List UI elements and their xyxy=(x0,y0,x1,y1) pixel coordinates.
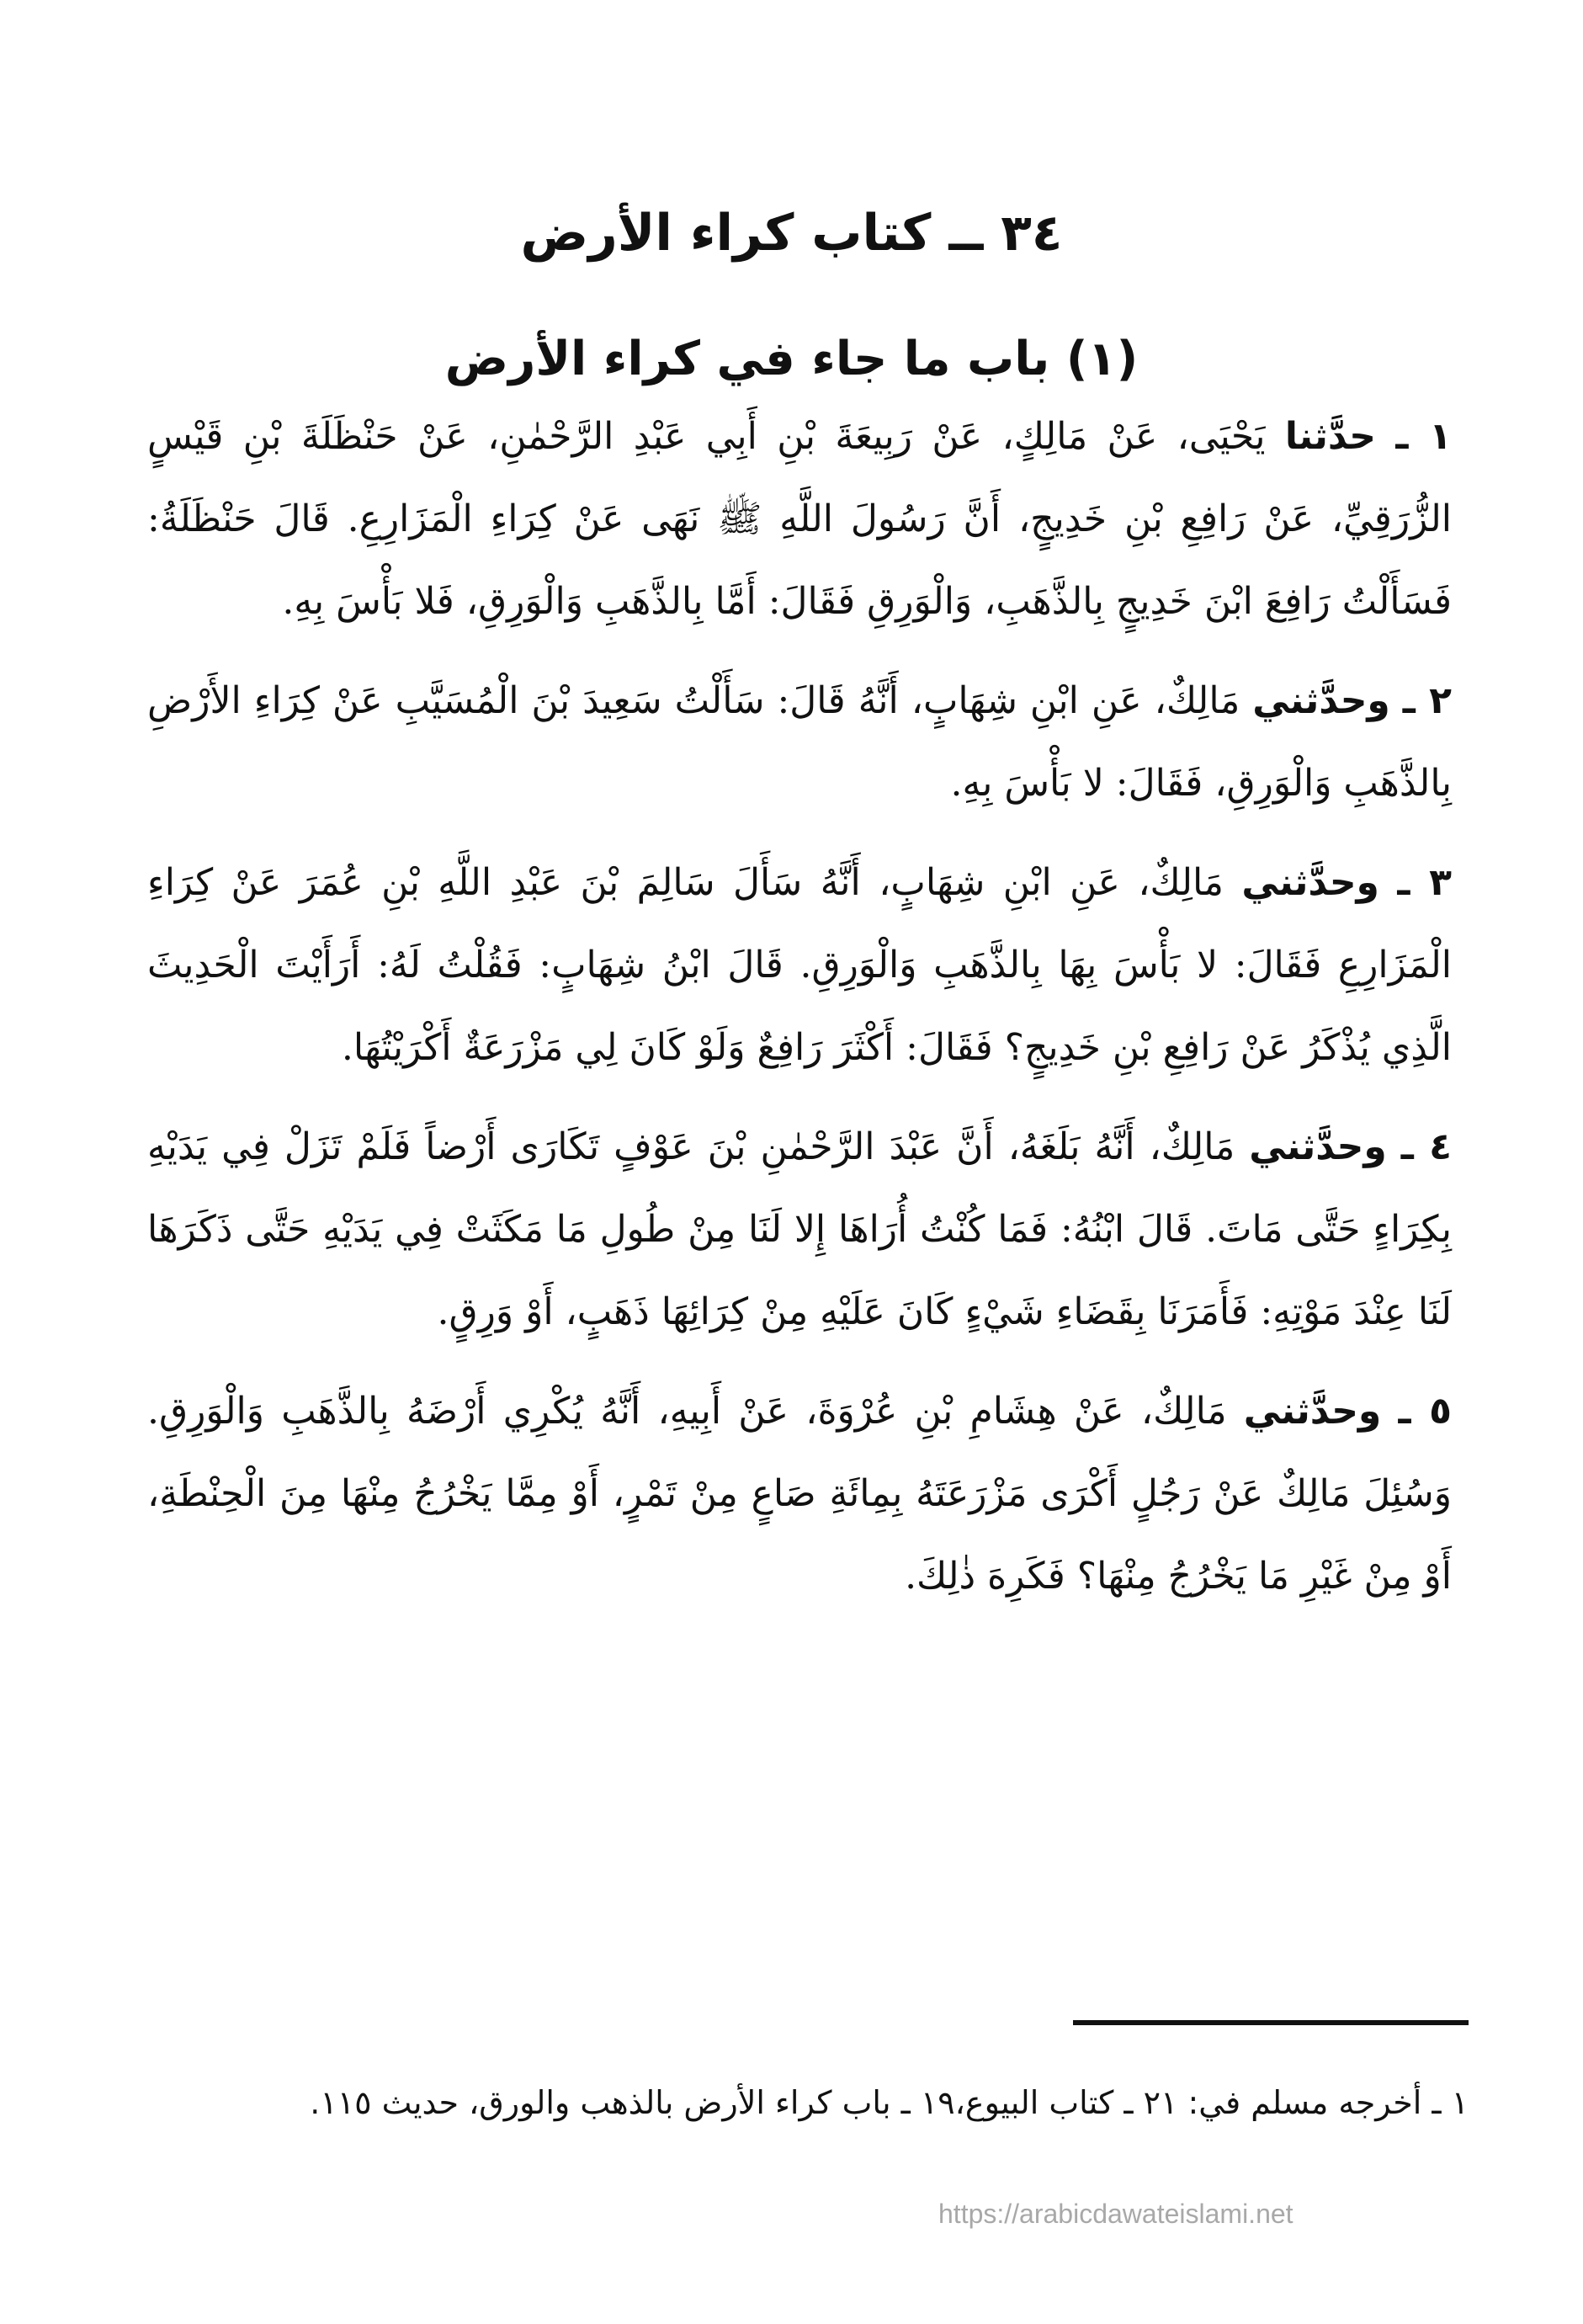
hadith-text: يَحْيَى، عَنْ مَالِكٍ، عَنْ رَبِيعَةَ بْنِ أَبِي عَبْدِ الرَّحْمٰنِ، عَنْ حَنْظَلَةَ بْنِ قَيْسٍ الزُّرَقِيِّ، عَنْ رَافِعِ بْنِ خَدِيجٍ، أَنَّ رَسُولَ اللَّهِ ﷺ نَهَى عَنْ كِرَاءِ الْمَزَارِعِ. قَالَ حَنْظَلَةُ: فَسَأَلْتُ رَافِعَ ابْنَ خَدِيجٍ بِالذَّهَبِ، وَالْوَرِقِ فَقَالَ: أَمَّا بِالذَّهَبِ وَالْوَرِقِ، فَلا بَأْسَ بِهِ. xyxy=(147,415,1452,623)
hadith-number: ٤ ـ xyxy=(1400,1125,1452,1168)
hadith-text: مَالِكٌ، عَنِ ابْنِ شِهَابٍ، أَنَّهُ سَأَلَ سَالِمَ بْنَ عَبْدِ اللَّهِ بْنِ عُمَرَ عَنْ كِرَاءِ الْمَزَارِعِ فَقَالَ: لا بَأْسَ بِهَا بِالذَّهَبِ وَالْوَرِقِ. قَالَ ابْنُ شِهَابٍ: فَقُلْتُ لَهُ: أَرَأَيْتَ الْحَدِيثَ الَّذِي يُذْكَرُ عَنْ رَافِعِ بْنِ خَدِيجٍ؟ فَقَالَ: أَكْثَرَ رَافِعٌ وَلَوْ كَانَ لِي مَزْرَعَةٌ أَكْرَيْتُهَا. xyxy=(147,861,1452,1069)
hadith-5 xyxy=(147,1370,1452,1618)
hadith-list xyxy=(147,396,1452,1635)
hadith-number: ٣ ـ xyxy=(1397,861,1452,904)
hadith-text: مَالِكٌ، أَنَّهُ بَلَغَهُ، أَنَّ عَبْدَ الرَّحْمٰنِ بْنَ عَوْفٍ تَكَارَى أَرْضاً فَلَمْ تَزَلْ فِي يَدَيْهِ بِكِرَاءٍ حَتَّى مَاتَ. قَالَ ابْنُهُ: فَمَا كُنْتُ أُرَاهَا إِلا لَنَا مِنْ طُولِ مَا مَكَثَتْ فِي يَدَيْهِ حَتَّى ذَكَرَهَا لَنَا عِنْدَ مَوْتِهِ: فَأَمَرَنَا بِقَضَاءِ شَيْءٍ كَانَ عَلَيْهِ مِنْ كِرَائِهَا ذَهَبٍ، أَوْ وَرِقٍ. xyxy=(147,1125,1452,1333)
hadith-3 xyxy=(147,842,1452,1089)
hadith-2 xyxy=(147,660,1452,825)
book-title: ٣٤ ــ كتاب كراء الأرض xyxy=(520,204,1063,263)
footnote-divider xyxy=(1073,2020,1469,2025)
hadith-4 xyxy=(147,1106,1452,1353)
hadith-text: مَالِكٌ، عَنْ هِشَامِ بْنِ عُرْوَةَ، عَنْ أَبِيهِ، أَنَّهُ يُكْرِي أَرْضَهُ بِالذَّهَبِ وَالْوَرِقِ. وَسُئِلَ مَالِكٌ عَنْ رَجُلٍ أَكْرَى مَزْرَعَتَهُ بِمِائَةِ صَاعٍ مِنْ تَمْرٍ، أَوْ مِمَّا يَخْرُجُ مِنْهَا مِنَ الْحِنْطَةِ، أَوْ مِنْ غَيْرِ مَا يَخْرُجُ مِنْهَا؟ فَكَرِهَ ذٰلِكَ. xyxy=(147,1390,1452,1598)
footnote: ١ ـ أخرجه مسلم في: ٢١ ـ كتاب البيوع،١٩ ـ باب كراء الأرض بالذهب والورق، حديث ١١٥. xyxy=(310,2084,1469,2121)
hadith-opener: وحدَّثني xyxy=(1249,1125,1387,1168)
hadith-opener: وحدَّثني xyxy=(1252,679,1390,722)
hadith-number: ٢ ـ xyxy=(1402,679,1452,722)
hadith-opener: حدَّثنا xyxy=(1284,415,1376,458)
hadith-1 xyxy=(147,396,1452,643)
hadith-number: ٥ ـ xyxy=(1398,1390,1453,1433)
chapter-title: (١) باب ما جاء في كراء الأرض xyxy=(444,332,1139,386)
hadith-opener: وحدَّثني xyxy=(1243,1390,1382,1433)
watermark-url: https://arabicdawateislami.net xyxy=(938,2199,1293,2229)
hadith-opener: وحدَّثني xyxy=(1241,861,1379,904)
hadith-number: ١ ـ xyxy=(1395,415,1453,458)
hadith-text: مَالِكٌ، عَنِ ابْنِ شِهَابٍ، أَنَّهُ قَالَ: سَأَلْتُ سَعِيدَ بْنَ الْمُسَيَّبِ عَنْ كِرَاءِ الأَرْضِ بِالذَّهَبِ وَالْوَرِقِ، فَقَالَ: لا بَأْسَ بِهِ. xyxy=(147,679,1452,805)
